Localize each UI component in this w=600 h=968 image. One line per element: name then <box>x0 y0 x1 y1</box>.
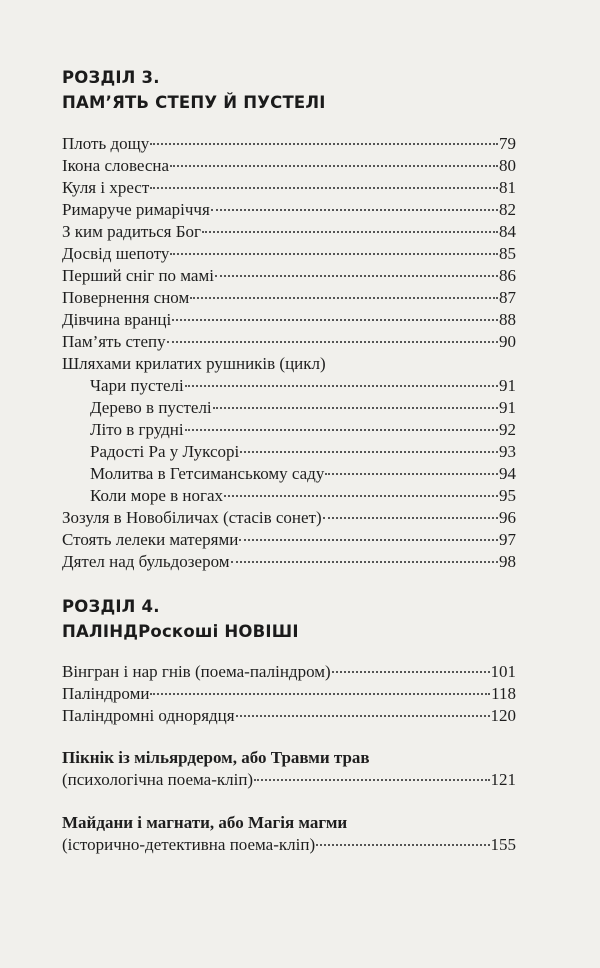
leader-dots <box>150 693 490 695</box>
leader-dots <box>332 671 490 673</box>
leader-dots <box>172 319 498 321</box>
leader-dots <box>190 297 498 299</box>
poem-title[interactable]: Майдани і магнати, або Магія магми <box>62 813 348 832</box>
toc-entry[interactable]: Плоть дощу 79 <box>62 134 516 153</box>
leader-dots <box>167 341 498 343</box>
leader-dots <box>170 253 498 255</box>
poem-title[interactable]: Пікнік із мільярдером, або Травми трав <box>62 748 370 767</box>
leader-dots <box>185 385 498 387</box>
leader-dots <box>150 143 498 145</box>
toc-entry[interactable]: Пам’ять степу 90 <box>62 332 516 351</box>
toc-subentry[interactable]: Коли море в ногах 95 <box>90 486 516 505</box>
toc-subentry[interactable]: Дерево в пустелі 91 <box>90 398 516 417</box>
leader-dots <box>170 165 498 167</box>
leader-dots <box>254 779 489 781</box>
toc-subentry[interactable]: Літо в грудні 92 <box>90 420 516 439</box>
toc-entry[interactable]: Вінгран і нар гнів (поема-паліндром) 101 <box>62 662 516 681</box>
section4-label: РОЗДІЛ 4. <box>62 597 160 616</box>
leader-dots <box>213 407 498 409</box>
leader-dots <box>316 844 489 846</box>
leader-dots <box>215 275 498 277</box>
toc-entry[interactable]: Куля і хрест 81 <box>62 178 516 197</box>
leader-dots <box>323 517 498 519</box>
leader-dots <box>325 473 498 475</box>
toc-entry[interactable]: Паліндромні однорядця 120 <box>62 706 516 725</box>
toc-entry[interactable]: Зозуля в Новобіличах (стасів сонет) 96 <box>62 508 516 527</box>
leader-dots <box>150 187 498 189</box>
leader-dots <box>236 715 490 717</box>
section4-title: ПАЛІНДРоскоші НОВІШІ <box>62 622 299 641</box>
toc-subentry[interactable]: Чари пустелі 91 <box>90 376 516 395</box>
leader-dots <box>185 429 498 431</box>
toc-entry[interactable]: Перший сніг по мамі 86 <box>62 266 516 285</box>
toc-subentry[interactable]: Радості Ра у Луксорі 93 <box>90 442 516 461</box>
leader-dots <box>239 539 498 541</box>
toc-entry[interactable]: Дятел над бульдозером 98 <box>62 552 516 571</box>
toc-entry[interactable]: Досвід шепоту 85 <box>62 244 516 263</box>
section3-title: ПАМ’ЯТЬ СТЕПУ Й ПУСТЕЛІ <box>62 93 326 112</box>
toc-entry[interactable]: Дівчина вранці 88 <box>62 310 516 329</box>
leader-dots <box>202 231 498 233</box>
leader-dots <box>231 561 498 563</box>
toc-subentry[interactable]: Молитва в Гетсиманському саду 94 <box>90 464 516 483</box>
toc-entry[interactable]: Стоять лелеки матерями 97 <box>62 530 516 549</box>
toc-entry[interactable]: З ким радиться Бог 84 <box>62 222 516 241</box>
toc-entry[interactable]: Ікона словесна 80 <box>62 156 516 175</box>
leader-dots <box>211 209 498 211</box>
leader-dots <box>224 495 498 497</box>
toc-entry[interactable]: (історично-детективна поема-кліп) 155 <box>62 835 516 854</box>
toc-entry[interactable]: (психологічна поема-кліп) 121 <box>62 770 516 789</box>
cycle-title[interactable]: Шляхами крилатих рушників (цикл) <box>62 354 326 373</box>
toc-entry[interactable]: Римаруче римаріччя 82 <box>62 200 516 219</box>
section3-label: РОЗДІЛ 3. <box>62 68 160 87</box>
toc-entry[interactable]: Повернення сном 87 <box>62 288 516 307</box>
leader-dots <box>240 451 498 453</box>
toc-entry[interactable]: Паліндроми 118 <box>62 684 516 703</box>
